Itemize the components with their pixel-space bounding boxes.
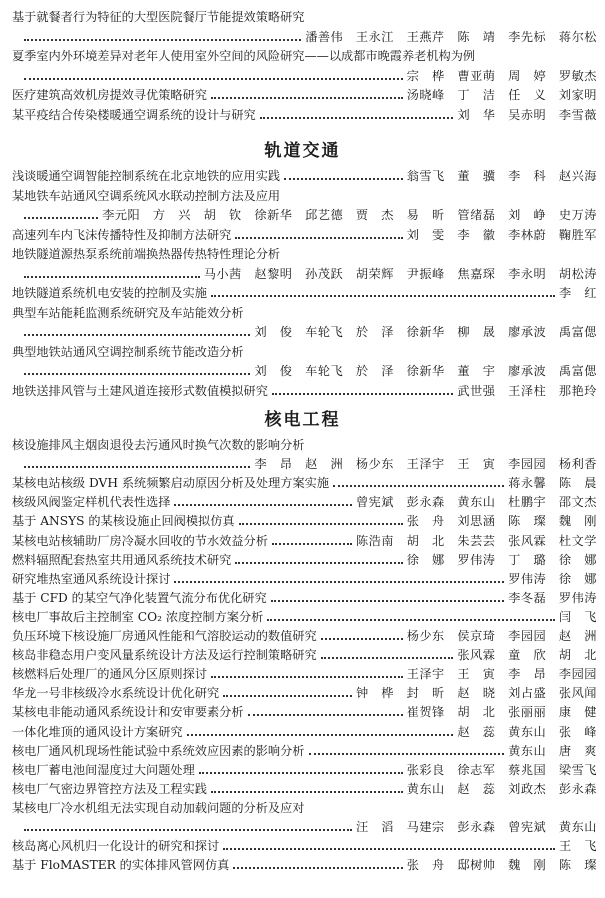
toc-entry xyxy=(12,570,597,588)
leader-dots xyxy=(233,865,402,869)
leader-dots xyxy=(248,712,403,716)
toc-entry xyxy=(12,8,597,26)
entry-title: 夏季室内外环境差异对老年人使用室外空间的风险研究——以成都市晚霞养老机构为例 xyxy=(12,49,476,64)
entry-title: 核岛离心风机归一化设计的研究和探讨 xyxy=(12,839,220,854)
entry-authors: 崔贺锋 胡 北 张丽丽 康 健 xyxy=(406,705,597,720)
entry-authors: 李 昂 赵 洲 杨少东 王泽宇 王 寅 李园园 杨利香 xyxy=(254,457,597,472)
entry-title: 核设施排风主烟囱退役去污通风时换气次数的影响分析 xyxy=(12,438,305,452)
leader-dots xyxy=(272,391,454,395)
entry-authors: 闫 飞 xyxy=(558,609,597,624)
leader-dots xyxy=(235,560,402,564)
entry-authors: 刘 雯 李 徽 李林蔚 鞠胜军 xyxy=(406,227,597,242)
leader-dots xyxy=(24,464,250,468)
entry-title: 医疗建筑高效机房提效寻优策略研究 xyxy=(12,88,207,103)
entry-authors: 张彩良 徐志军 蔡兆国 梁雪飞 xyxy=(406,762,597,777)
leader-dots xyxy=(211,293,555,297)
leader-dots xyxy=(223,846,555,850)
toc-entry xyxy=(12,455,597,473)
toc-entry xyxy=(12,780,597,798)
toc-entry xyxy=(12,665,597,683)
toc-entry xyxy=(12,28,597,46)
entry-authors: 李 红 xyxy=(558,286,597,300)
toc-entry xyxy=(12,837,597,855)
toc-entry xyxy=(12,362,597,380)
entry-title: 研究堆热室通风系统设计探讨 xyxy=(12,571,171,586)
entry-title: 某核电站核辅助厂房冷凝水回收的节水效益分析 xyxy=(12,533,268,548)
entry-authors: 刘 俊 车轮飞 於 泽 徐新华 柳 晟 廖承波 禹富偲 xyxy=(254,325,597,339)
toc-entry xyxy=(12,551,597,569)
toc-entry xyxy=(12,703,597,721)
entry-title: 一体化堆顶的通风设计方案研究 xyxy=(12,724,183,739)
leader-dots xyxy=(272,541,352,545)
toc-entry xyxy=(12,106,597,124)
leader-dots xyxy=(239,521,403,525)
entry-authors: 赵 蕊 黄东山 张 峰 xyxy=(457,724,597,739)
leader-dots xyxy=(235,235,402,239)
leader-dots xyxy=(223,693,352,697)
entry-authors: 翁雪飞 董 骥 李 科 赵兴海 xyxy=(406,169,597,183)
leader-dots xyxy=(321,636,403,640)
toc-entry xyxy=(12,818,597,836)
entry-title: 核电厂气密边界管控方法及工程实践 xyxy=(12,781,207,796)
entry-authors: 潘善伟 王永江 王燕芹 陈 靖 李先标 蒋尔松 xyxy=(305,29,597,44)
entry-authors: 汤晓峰 丁 洁 任 义 刘家明 xyxy=(406,88,597,103)
toc-entry xyxy=(12,86,597,104)
toc-entry xyxy=(12,646,597,664)
leader-dots xyxy=(24,332,250,336)
leader-dots xyxy=(24,76,403,80)
entry-authors: 张 舟 邸树帅 魏 刚 陈 璨 xyxy=(406,858,597,873)
entry-authors: 武世强 王泽柱 那艳玲 xyxy=(457,383,597,398)
entry-authors: 李元阳 方 兴 胡 钦 徐新华 邱艺德 贾 杰 易 昕 管绪磊 刘 峥 史万涛 xyxy=(102,208,597,222)
leader-dots xyxy=(187,732,454,736)
toc-entry xyxy=(12,47,597,65)
toc-entry xyxy=(12,67,597,85)
entry-authors: 黄东山 唐 爽 xyxy=(508,743,597,758)
entry-title: 核级风阀鉴定样机代表性选择 xyxy=(12,495,171,510)
entry-title: 基于 FloMASTER 的实体排风管网仿真 xyxy=(12,858,230,873)
leader-dots xyxy=(211,789,403,793)
toc-entry xyxy=(12,742,597,760)
toc-entry xyxy=(12,761,597,779)
toc-entry xyxy=(12,799,597,817)
entry-authors: 罗伟涛 徐 娜 xyxy=(508,571,597,586)
entry-authors: 杨少东 侯京琦 李园园 赵 洲 xyxy=(406,629,597,643)
entry-authors: 张风霖 童 欣 胡 北 xyxy=(457,648,597,663)
entry-authors: 张 舟 刘思涵 陈 璨 魏 刚 xyxy=(406,514,597,529)
toc-entry xyxy=(12,304,597,322)
section-heading-nuclear-engineering: 核电工程 xyxy=(264,410,341,430)
leader-dots xyxy=(24,371,250,375)
leader-dots xyxy=(211,674,403,678)
entry-title: 典型地铁站通风空调控制系统节能改造分析 xyxy=(12,344,244,359)
toc-entry xyxy=(12,323,597,341)
toc-entry xyxy=(12,627,597,645)
entry-title: 某地铁车站通风空调系统风水联动控制方法及应用 xyxy=(12,188,281,203)
leader-dots xyxy=(24,37,301,41)
entry-title: 某核电非能动通风系统设计和安审要素分析 xyxy=(12,705,244,720)
leader-dots xyxy=(333,483,504,487)
leader-dots xyxy=(321,655,454,659)
entry-title: 核电厂事故后主控制室 CO₂ 浓度控制方案分析 xyxy=(12,609,264,624)
entry-title: 核岛非稳态用户变风量系统设计方法及运行控制策略研究 xyxy=(12,648,317,663)
leader-dots xyxy=(174,502,352,506)
entry-authors: 王泽宇 王 寅 李 昂 李园园 xyxy=(406,667,597,682)
entry-authors: 陈浩南 胡 北 朱芸芸 张风霖 杜文学 xyxy=(355,533,597,548)
entry-authors: 马小茜 赵黎明 孙茂跃 胡荣辉 尹振峰 焦嘉琛 李永明 胡松涛 xyxy=(203,266,597,281)
entry-authors: 宗 桦 曹亚萌 周 婷 罗敏杰 xyxy=(406,68,597,83)
entry-title: 地铁隧道源热泵系统前端换热器传热特性理论分析 xyxy=(12,247,281,261)
entry-title: 某平疫结合传染楼暖通空调系统的设计与研究 xyxy=(12,108,256,122)
leader-dots xyxy=(309,751,505,755)
entry-title: 浅谈暖通空调智能控制系统在北京地铁的应用实践 xyxy=(12,169,281,183)
toc-entry xyxy=(12,284,597,302)
entry-authors: 汪 滔 马建宗 彭永森 曾宪斌 黄东山 xyxy=(355,820,597,834)
entry-title: 地铁隧道系统机电安装的控制及实施 xyxy=(12,286,207,300)
toc-entry xyxy=(12,206,597,224)
entry-title: 地铁送排风管与土建风道连接形式数值模拟研究 xyxy=(12,383,268,398)
entry-title: 基于 ANSYS 的某核设施止回阀模拟仿真 xyxy=(12,514,235,529)
toc-entry xyxy=(12,167,597,185)
toc-entry xyxy=(12,493,597,511)
toc-entry xyxy=(12,436,597,454)
toc-entry xyxy=(12,245,597,263)
entry-title: 华龙一号非核级冷水系统设计优化研究 xyxy=(12,686,220,701)
leader-dots xyxy=(267,617,555,621)
entry-title: 某核电站核级 DVH 系统频繁启动原因分析及处理方案实施 xyxy=(12,476,330,491)
leader-dots xyxy=(271,598,505,602)
entry-authors: 黄东山 赵 蕊 刘政杰 彭永森 xyxy=(406,781,597,796)
entry-authors: 钟 桦 封 昕 赵 晓 刘占盛 张风闻 xyxy=(355,686,597,701)
entry-authors: 曾宪斌 彭永森 黄东山 杜鹏宇 邵文杰 xyxy=(355,495,597,510)
section-heading-rail-transit: 轨道交通 xyxy=(264,141,341,161)
toc-entry xyxy=(12,608,597,626)
entry-title: 典型车站能耗监测系统研究及车站能效分析 xyxy=(12,305,244,320)
entry-title: 核燃料后处理厂的通风分区原则探讨 xyxy=(12,667,207,682)
toc-entry xyxy=(12,226,597,244)
toc-entry xyxy=(12,684,597,702)
toc-entry xyxy=(12,532,597,550)
entry-authors: 刘 俊 车轮飞 於 泽 徐新华 董 宇 廖承波 禹富偲 xyxy=(254,364,597,378)
entry-authors: 刘 华 吴赤明 李雪薇 xyxy=(457,108,597,122)
toc-entry xyxy=(12,187,597,205)
entry-title: 燃料辐照配套热室共用通风系统技术研究 xyxy=(12,552,232,567)
leader-dots xyxy=(211,95,403,99)
toc-entry xyxy=(12,474,597,492)
entry-authors: 蒋永馨 陈 晨 xyxy=(508,476,597,491)
entry-title: 基于就餐者行为特征的大型医院餐厅节能提效策略研究 xyxy=(12,10,305,24)
leader-dots xyxy=(24,827,352,831)
leader-dots xyxy=(174,579,504,583)
entry-authors: 李冬磊 罗伟涛 xyxy=(508,590,597,605)
toc-entry xyxy=(12,856,597,874)
entry-title: 核电厂通风机现场性能试验中系统效应因素的影响分析 xyxy=(12,743,305,758)
toc-entry xyxy=(12,723,597,741)
entry-authors: 王 飞 xyxy=(558,839,597,854)
entry-title: 某核电厂冷水机组无法实现自动加载问题的分析及应对 xyxy=(12,800,305,815)
leader-dots xyxy=(199,770,403,774)
entry-title: 负压环境下核设施厂房通风性能和气溶胶运动的数值研究 xyxy=(12,629,317,643)
entry-authors: 徐 娜 罗伟涛 丁 璐 徐 娜 xyxy=(406,552,597,567)
toc-entry xyxy=(12,512,597,530)
leader-dots xyxy=(24,215,98,219)
leader-dots xyxy=(260,115,454,119)
toc-entry xyxy=(12,589,597,607)
toc-entry xyxy=(12,265,597,283)
toc-entry xyxy=(12,343,597,361)
leader-dots xyxy=(284,176,403,180)
leader-dots xyxy=(24,274,200,278)
entry-title: 基于 CFD 的某空气净化装置气流分布优化研究 xyxy=(12,590,267,605)
toc-entry xyxy=(12,382,597,400)
entry-title: 高速列车内飞沫传播特性及抑制方法研究 xyxy=(12,227,232,242)
entry-title: 核电厂蓄电池间湿度过大问题处理 xyxy=(12,762,195,777)
